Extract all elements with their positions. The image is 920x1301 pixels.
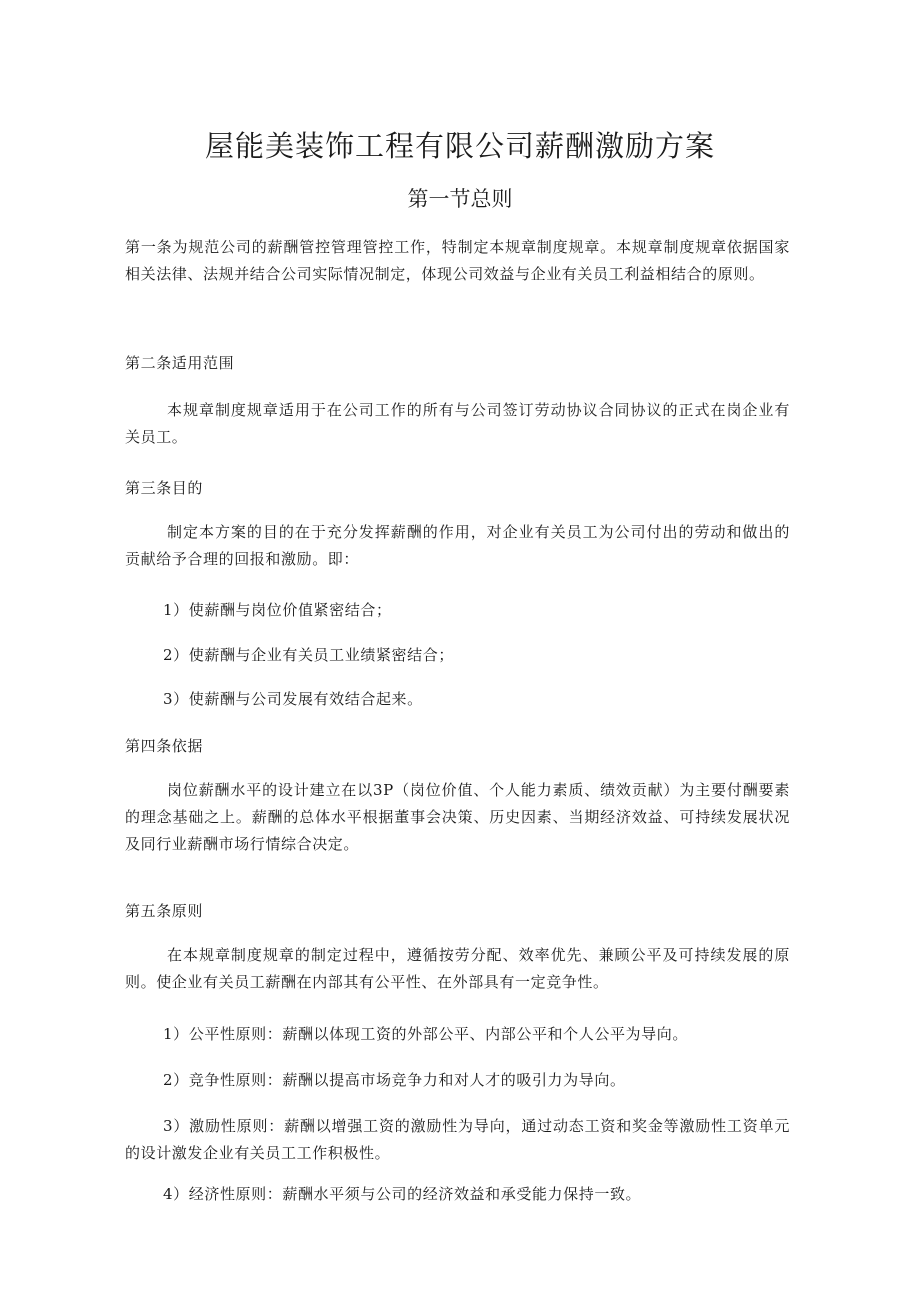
article-5-paragraph: 在本规章制度规章的制定过程中，遵循按劳分配、效率优先、兼顾公平及可持续发展的原则。使企业有关员工薪酬在内部其有公平性、在外部具有一定竞争性。 [125, 946, 790, 991]
article-1-paragraph: 第一条为规范公司的薪酬管控管理管控工作，特制定本规章制度规章。本规章制度规章依据国家相关法律、法规并结合公司实际情况制定，体现公司效益与企业有关员工利益相结合的原则。 [125, 238, 790, 283]
document-title: 屋能美装饰工程有限公司薪酬激励方案 [204, 129, 715, 163]
article-5-heading: 第五条原则 [125, 902, 204, 920]
article-5-item-3: 3）激励性原则：薪酬以增强工资的激励性为导向，通过动态工资和奖金等激励性工资单元的设计激发企业有关员工工作积极性。 [125, 1117, 790, 1162]
article-2-paragraph: 本规章制度规章适用于在公司工作的所有与公司签订劳动协议合同协议的正式在岗企业有关员工。 [125, 401, 790, 446]
article-3-paragraph: 制定本方案的目的在于充分发挥薪酬的作用，对企业有关员工为公司付出的劳动和做出的贡献给予合理的回报和激励。即： [125, 523, 790, 568]
article-5-item-2: 2）竞争性原则：薪酬以提高市场竞争力和对人才的吸引力为导向。 [163, 1071, 626, 1089]
section-title: 第一节总则 [407, 187, 513, 211]
article-3-item-3: 3）使薪酬与公司发展有效结合起来。 [163, 690, 423, 708]
article-5-item-4: 4）经济性原则：薪酬水平须与公司的经济效益和承受能力保持一致。 [163, 1185, 642, 1203]
article-3-heading: 第三条目的 [125, 479, 204, 497]
article-2-heading: 第二条适用范围 [125, 354, 235, 372]
article-4-paragraph: 岗位薪酬水平的设计建立在以3P（岗位价值、个人能力素质、绩效贡献）为主要付酬要素的理念基础之上。薪酬的总体水平根据董事会决策、历史因素、当期经济效益、可持续发展状况及同行业薪酬市场行情综合决定。 [125, 781, 790, 853]
article-3-item-1: 1）使薪酬与岗位价值紧密结合； [163, 601, 392, 619]
article-4-heading: 第四条依据 [125, 737, 204, 755]
article-5-item-1: 1）公平性原则：薪酬以体现工资的外部公平、内部公平和个人公平为导向。 [163, 1025, 688, 1043]
article-3-item-2: 2）使薪酬与企业有关员工业绩紧密结合； [163, 646, 454, 664]
